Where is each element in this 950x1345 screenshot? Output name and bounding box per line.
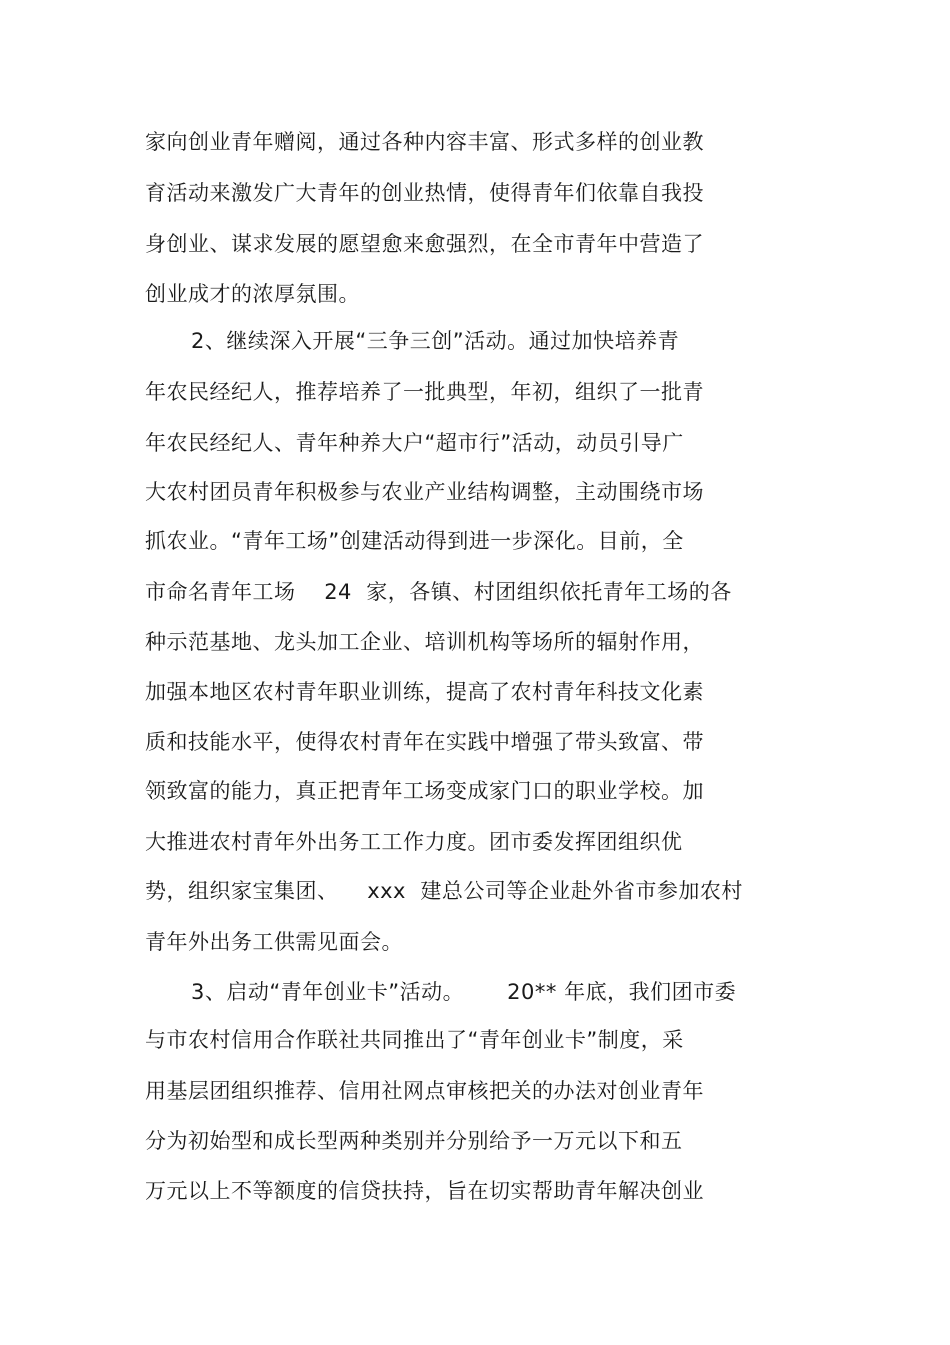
text-line: 抓农业。“青年工场”创建活动得到进一步深化。目前，全 bbox=[145, 529, 684, 553]
text-line: 家向创业青年赠阅，通过各种内容丰富、形式多样的创业教 bbox=[145, 130, 704, 154]
text-line: 青年外出务工供需见面会。 bbox=[145, 930, 403, 954]
text-line: 身创业、谋求发展的愿望愈来愈强烈，在全市青年中营造了 bbox=[145, 232, 704, 256]
text-line: 种示范基地、龙头加工企业、培训机构等场所的辐射作用， bbox=[145, 630, 704, 654]
text-line: 大推进农村青年外出务工工作力度。团市委发挥团组织优 bbox=[145, 830, 683, 854]
paragraph-start-line: 2、继续深入开展“三争三创”活动。通过加快培养青 bbox=[191, 329, 680, 353]
paragraph-start-line: 3、启动“青年创业卡”活动。 20** 年底，我们团市委 bbox=[191, 980, 737, 1004]
text-line: 万元以上不等额度的信贷扶持，旨在切实帮助青年解决创业 bbox=[145, 1179, 704, 1203]
text-line: 育活动来激发广大青年的创业热情，使得青年们依靠自我投 bbox=[145, 181, 704, 205]
text-line: 质和技能水平，使得农村青年在实践中增强了带头致富、带 bbox=[145, 730, 704, 754]
text-line: 领致富的能力，真正把青年工场变成家门口的职业学校。加 bbox=[145, 779, 704, 803]
text-line: 创业成才的浓厚氛围。 bbox=[145, 282, 360, 306]
text-line: 大农村团员青年积极参与农业产业结构调整，主动围绕市场 bbox=[145, 480, 704, 504]
text-line: 分为初始型和成长型两种类别并分别给予一万元以下和五 bbox=[145, 1129, 683, 1153]
text-line: 年农民经纪人，推荐培养了一批典型，年初，组织了一批青 bbox=[145, 380, 704, 404]
text-line: 势，组织家宝集团、 xxx 建总公司等企业赴外省市参加农村 bbox=[145, 879, 743, 903]
text-line: 市命名青年工场 24 家，各镇、村团组织依托青年工场的各 bbox=[145, 580, 732, 604]
text-line: 年农民经纪人、青年种养大户“超市行”活动，动员引导广 bbox=[145, 431, 684, 455]
text-line: 用基层团组织推荐、信用社网点审核把关的办法对创业青年 bbox=[145, 1079, 704, 1103]
text-line: 加强本地区农村青年职业训练，提高了农村青年科技文化素 bbox=[145, 680, 704, 704]
text-line: 与市农村信用合作联社共同推出了“青年创业卡”制度，采 bbox=[145, 1028, 684, 1052]
